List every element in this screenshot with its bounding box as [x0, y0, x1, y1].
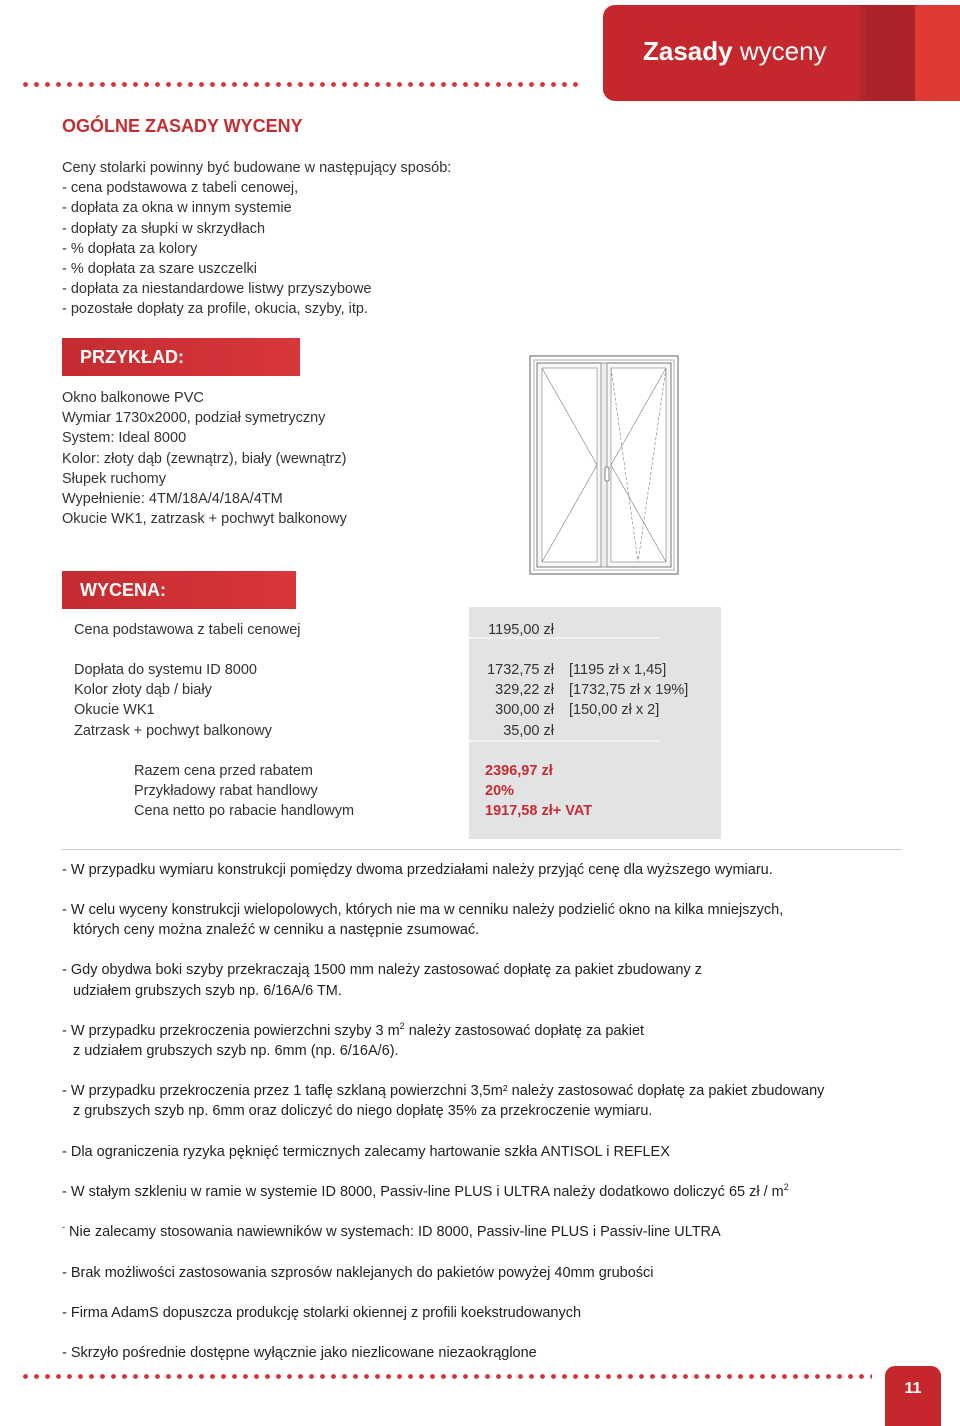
- surcharge-calc: [150,00 zł x 2]: [569, 702, 660, 719]
- surcharge-label: Kolor złoty dąb / biały: [74, 682, 212, 699]
- intro-line: - dopłata za okna w innym systemie: [62, 200, 292, 217]
- note: - Firma AdamS dopuszcza produkcję stolarki okiennej z profili koekstrudowanych: [62, 1305, 582, 1321]
- intro-line: - dopłata za niestandardowe listwy przyszybowe: [62, 281, 372, 298]
- intro-line: - % dopłata za szare uszczelki: [62, 261, 258, 278]
- surcharge-value: 1732,75 zł: [487, 662, 554, 678]
- intro-line: Ceny stolarki powinny być budowane w następujący sposób:: [62, 160, 452, 176]
- balcony-window-illustration: [529, 355, 679, 575]
- note: - Brak możliwości zastosowania szprosów naklejanych do pakietów powyżej 40mm grubości: [62, 1265, 654, 1281]
- summary-label: Razem cena przed rabatem: [134, 763, 313, 779]
- note-text: Nie zalecamy stosowania nawiewników w systemach: ID 8000, Passiv-line PLUS i Passiv-line ULTRA: [65, 1224, 721, 1240]
- note-text: - W przypadku przekroczenia powierzchni szyby 3 m: [62, 1023, 400, 1039]
- surcharge-value: 300,00 zł: [495, 702, 554, 719]
- base-price-value: 1195,00 zł: [488, 622, 554, 638]
- example-line: System: Ideal 8000: [62, 430, 187, 447]
- surcharge-calc: [1195 zł x 1,45]: [569, 662, 667, 678]
- summary-labels: [134, 761, 354, 822]
- intro-line: - cena podstawowa z tabeli cenowej,: [62, 180, 299, 197]
- note: - Gdy obydwa boki szyby przekraczają 1500 mm należy zastosować dopłatę za pakiet zbudowany z: [62, 962, 702, 978]
- header-stripe: [865, 5, 915, 101]
- summary-values: [485, 761, 592, 822]
- page-title: Zasady wyceny: [643, 36, 827, 66]
- note: [62, 1182, 789, 1202]
- intro-list: [62, 158, 451, 320]
- summary-label: Przykładowy rabat handlowy: [134, 783, 318, 800]
- example-line: Okno balkonowe PVC: [62, 390, 204, 406]
- note: - W przypadku wymiaru konstrukcji pomiędzy dwoma przedziałami należy przyjąć cenę dla wyższego wymiaru.: [62, 862, 773, 878]
- intro-line: - pozostałe dopłaty za profile, okucia, szyby, itp.: [62, 301, 368, 318]
- summary-value: 20%: [485, 783, 515, 800]
- note: - Dla ograniczenia ryzyka pęknięć termicznych zalecamy hartowanie szkła ANTISOL i REFLEX: [62, 1144, 670, 1160]
- superscript: 2: [783, 1182, 789, 1193]
- note-text: - W stałym szkleniu w ramie w systemie ID 8000, Passiv-line PLUS i ULTRA należy dodatkowo doliczyć 65 zł / m: [62, 1184, 784, 1200]
- header-tab: [603, 5, 960, 101]
- note: - W przypadku przekroczenia przez 1 taflę szklaną powierzchni 3,5m² należy zastosować dopłatę za pakiet zbudowany: [62, 1083, 825, 1099]
- surcharge-label: Okucie WK1: [74, 702, 155, 719]
- example-line: Słupek ruchomy: [62, 470, 166, 487]
- example-line: Wypełnienie: 4TM/18A/4/18A/4TM: [62, 491, 283, 508]
- note: - W celu wyceny konstrukcji wielopolowych, których nie ma w cenniku należy podzielić okno na kilka mniejszych,: [62, 902, 784, 918]
- example-line: Kolor: złoty dąb (zewnątrz), biały (wewnątrz): [62, 450, 347, 467]
- header-stripe-accent: [915, 5, 960, 101]
- page-number: 11: [885, 1366, 941, 1426]
- surcharge-value: 35,00 zł: [503, 722, 554, 739]
- surcharge-labels: [74, 660, 272, 741]
- surcharge-values: [468, 660, 554, 741]
- surcharge-calcs: [569, 660, 688, 721]
- base-price-label: Cena podstawowa z tabeli cenowej: [74, 622, 301, 638]
- example-line: Wymiar 1730x2000, podział symetryczny: [62, 410, 326, 427]
- surcharge-label: Dopłata do systemu ID 8000: [74, 662, 257, 678]
- section-title: OGÓLNE ZASADY WYCENY: [62, 116, 303, 136]
- note-continuation: z udziałem grubszych szyb np. 6mm (np. 6/16A/6).: [73, 1043, 399, 1059]
- surcharge-label: Zatrzask + pochwyt balkonowy: [74, 722, 272, 739]
- example-details: [62, 388, 347, 529]
- note-dash: -: [62, 1222, 65, 1233]
- note-text: należy zastosować dopłatę za pakiet: [404, 1023, 645, 1039]
- example-line: Okucie WK1, zatrzask + pochwyt balkonowy: [62, 511, 347, 528]
- surcharge-calc: [1732,75 zł x 19%]: [569, 682, 689, 699]
- intro-line: - dopłaty za słupki w skrzydłach: [62, 220, 266, 237]
- note: [62, 1021, 644, 1041]
- pricing-heading: WYCENA:: [62, 571, 296, 609]
- note-continuation: których ceny można znaleźć w cenniku a następnie zsumować.: [73, 922, 480, 938]
- summary-value: 1917,58 zł+ VAT: [485, 803, 593, 820]
- summary-value: 2396,97 zł: [485, 763, 553, 779]
- header-dotted-divider: [20, 82, 582, 87]
- superscript: 2: [399, 1021, 405, 1032]
- intro-line: - % dopłata za kolory: [62, 240, 198, 257]
- example-heading: PRZYKŁAD:: [62, 338, 300, 376]
- note-continuation: udziałem grubszych szyb np. 6/16A/6 TM.: [73, 983, 342, 999]
- summary-label: Cena netto po rabacie handlowym: [134, 803, 355, 820]
- note: [62, 1222, 721, 1242]
- footer-dotted-divider: [20, 1374, 872, 1379]
- note: - Skrzyło pośrednie dostępne wyłącznie jako niezlicowane niezaokrąglone: [62, 1345, 537, 1361]
- surcharge-value: 329,22 zł: [495, 682, 554, 699]
- divider-line: [62, 849, 902, 850]
- note-continuation: z grubszych szyb np. 6mm oraz doliczyć do niego dopłatę 35% za przekroczenie wymiaru.: [73, 1103, 653, 1119]
